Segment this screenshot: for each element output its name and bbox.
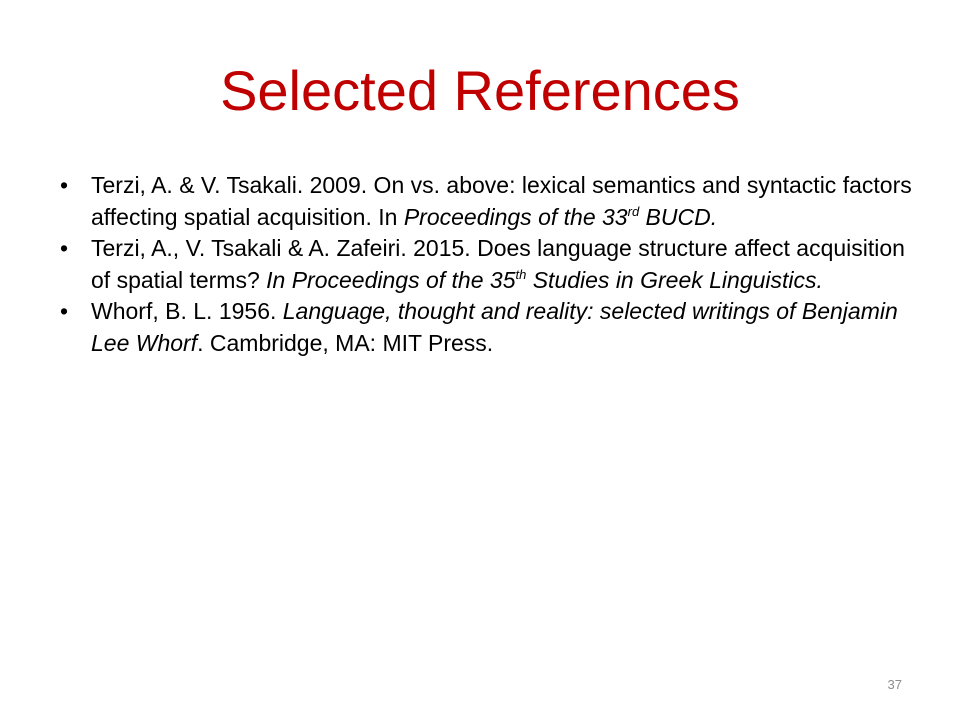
reference-text-normal: Terzi, A. & V. Tsakali. 2009. On vs. above: lexical semantics and syntactic factors affecting spatial acquisition. In [91, 172, 912, 230]
reference-text-italic: BUCD. [639, 203, 718, 230]
reference-list [60, 170, 920, 359]
reference-superscript: rd [627, 203, 640, 219]
reference-item [60, 233, 920, 296]
reference-text-italic: Proceedings of the 33 [403, 203, 628, 230]
reference-superscript: th [515, 266, 527, 282]
reference-text-italic: In Proceedings of the 35 [266, 266, 516, 293]
reference-item [60, 296, 920, 359]
bullet-icon: • [60, 298, 69, 324]
reference-text-italic: Studies in Greek Linguistics. [526, 266, 823, 293]
bullet-icon: • [60, 235, 69, 261]
reference-text-normal: . Cambridge, MA: MIT Press. [197, 329, 494, 356]
reference-item [60, 170, 920, 233]
reference-text-normal: Whorf, B. L. 1956. [91, 298, 283, 324]
bullet-icon: • [60, 172, 69, 198]
reference-text-normal: Terzi, A., V. Tsakali & A. Zafeiri. 2015. Does language structure affect acquisition of spatial terms? [91, 235, 905, 293]
slide-title: Selected References [220, 59, 740, 122]
reference-text-italic: Language, thought and reality: selected writings of Benjamin Lee Whorf [91, 298, 898, 356]
page-number: 37 [887, 677, 902, 692]
